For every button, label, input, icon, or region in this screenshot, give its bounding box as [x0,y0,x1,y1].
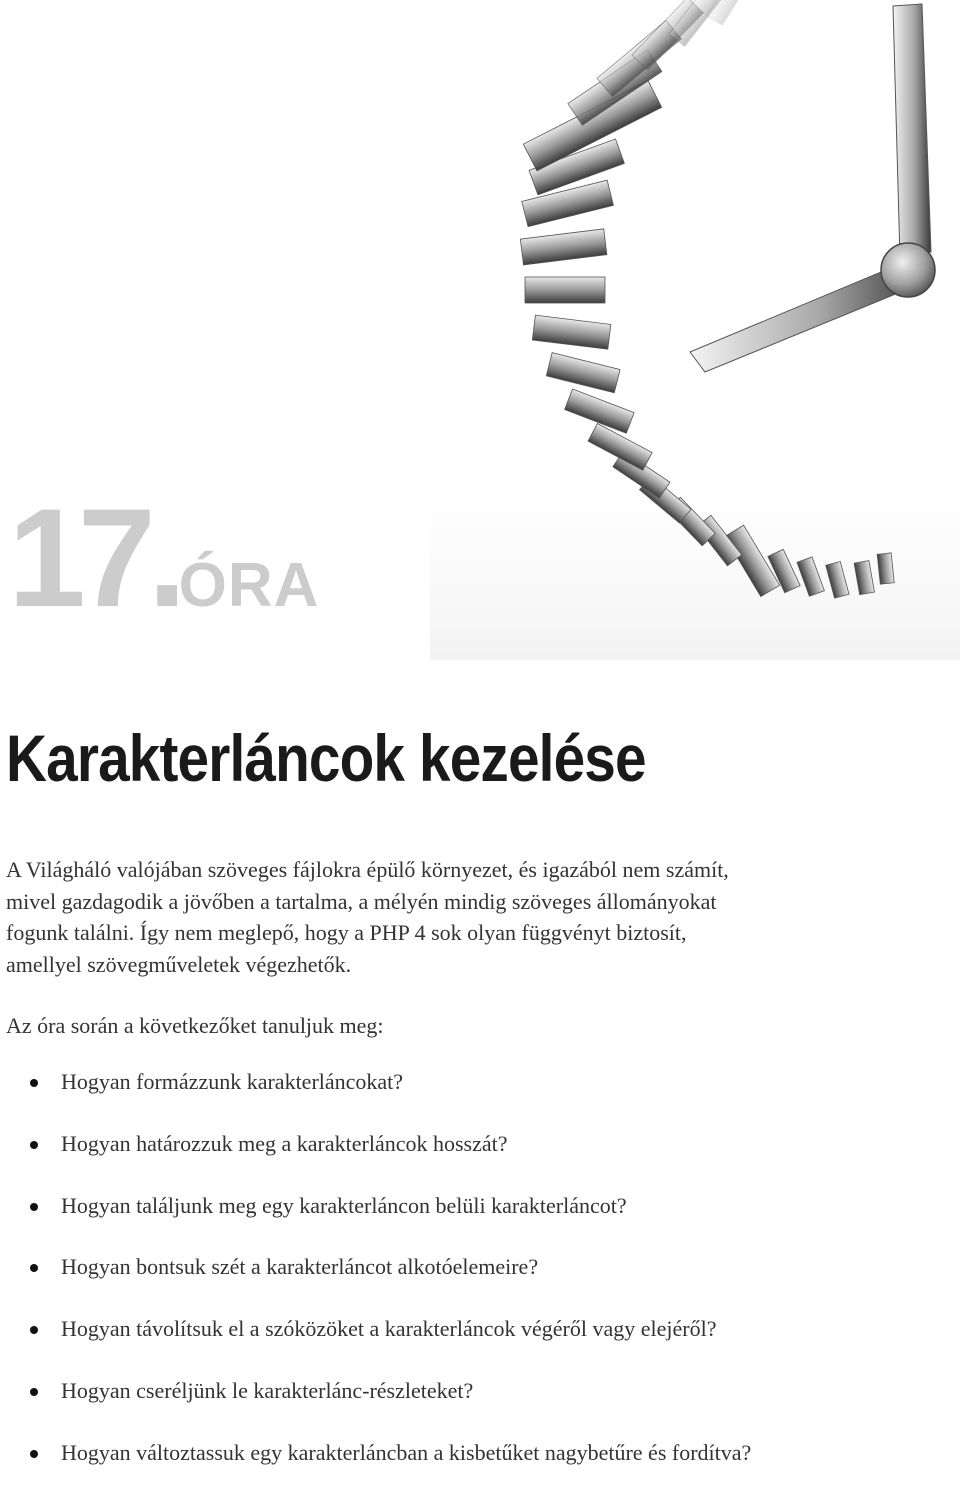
chapter-word: ÓRA [178,551,320,620]
bullet-icon [30,1079,38,1087]
chapter-heading [8,479,320,636]
list-item-text: Hogyan bontsuk szét a karakterláncot alkotóelemeire? [61,1254,539,1280]
list-item [0,1128,751,1190]
clock-tick-mark [707,0,754,25]
objectives-lead: Az óra során a következőket tanuljuk meg: [6,1013,384,1038]
clock-tick-mark [520,229,607,265]
bullet-icon [30,1388,38,1396]
bullet-icon [30,1326,38,1334]
clock-tick-mark [877,553,894,584]
clock-tick-mark [546,353,620,393]
list-item [0,1066,751,1128]
bullet-icon [30,1450,38,1458]
intro-line: A Világháló valójában szöveges fájlokra épülő környezet, és igazából nem számít, [6,857,729,882]
list-item [0,1437,751,1499]
list-item [0,1190,751,1252]
intro-line: amellyel szövegműveletek végezhetők. [6,951,352,977]
chapter-number: 17. [8,479,179,636]
list-item [0,1251,751,1313]
list-item-text: Hogyan határozzuk meg a karakterláncok hosszát? [61,1130,508,1156]
list-item [0,1313,751,1375]
intro-paragraph [6,854,906,980]
list-item-text: Hogyan távolítsuk el a szóközöket a karakterláncok végéről vagy elejéről? [61,1316,717,1342]
clock-tick-mark [532,315,610,349]
list-item-text: Hogyan változtassuk egy karakterláncban a kisbetűket nagybetűre és fordítva? [61,1439,752,1465]
bullet-icon [30,1264,38,1272]
intro-line: mivel gazdagodik a jövőben a tartalma, a mélyén mindig szöveges állományokat [6,888,717,914]
list-item-text: Hogyan formázzunk karakterláncokat? [61,1069,404,1094]
intro-line: fogunk találni. Így nem meglepő, hogy a PHP 4 sok olyan függvényt biztosít, [6,920,687,945]
page-title: Karakterláncok kezelése [6,721,646,795]
list-item-text: Hogyan találjunk meg egy karakterláncon belüli karakterláncot? [61,1192,627,1218]
bullet-icon [30,1141,38,1149]
clock-tick-mark [525,277,605,303]
list-item-text: Hogyan cseréljünk le karakterlánc-részleteket? [61,1377,474,1403]
list-item [0,1375,751,1437]
bullet-icon [30,1203,38,1211]
objectives-list [0,1066,751,1499]
